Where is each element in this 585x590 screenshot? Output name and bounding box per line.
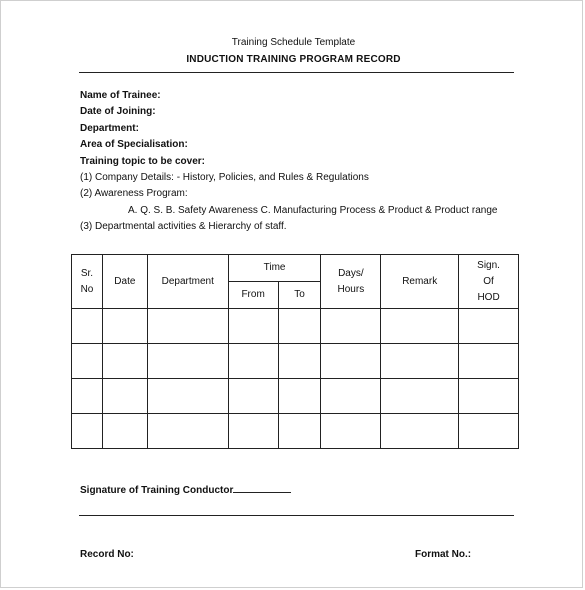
table-cell[interactable] <box>381 414 459 449</box>
table-cell[interactable] <box>147 379 228 414</box>
header-sr-no: Sr. No <box>72 255 103 309</box>
table-cell[interactable] <box>228 344 278 379</box>
template-title: Training Schedule Template <box>231 37 356 48</box>
record-no-label: Record No: <box>80 549 134 560</box>
table-cell[interactable] <box>102 309 147 344</box>
area-of-specialisation-label: Area of Specialisation: <box>80 139 188 151</box>
header-time-from: From <box>228 282 278 309</box>
table-cell[interactable] <box>228 379 278 414</box>
topic-item: (3) Departmental activities & Hierarchy of staff. <box>80 221 287 233</box>
training-topic-label: Training topic to be cover: <box>80 155 206 167</box>
table-cell[interactable] <box>72 309 103 344</box>
table-cell[interactable] <box>321 414 381 449</box>
table-cell[interactable] <box>72 379 103 414</box>
format-no-label: Format No.: <box>415 549 472 560</box>
header-date: Date <box>102 255 147 309</box>
name-of-trainee-label: Name of Trainee: <box>80 90 161 101</box>
table-cell[interactable] <box>278 309 321 344</box>
table-cell[interactable] <box>102 344 147 379</box>
table-row <box>72 379 519 414</box>
table-cell[interactable] <box>72 344 103 379</box>
table-cell[interactable] <box>381 379 459 414</box>
table-cell[interactable] <box>147 414 228 449</box>
signature-label: Signature of Training Conductor <box>80 485 234 496</box>
table-cell[interactable] <box>381 344 459 379</box>
table-cell[interactable] <box>459 379 519 414</box>
top-divider <box>79 72 514 73</box>
signature-line[interactable] <box>233 483 291 493</box>
table-row <box>72 414 519 449</box>
table-cell[interactable] <box>381 309 459 344</box>
training-record-table <box>71 254 519 449</box>
header-days-hours: Days/ Hours <box>321 255 381 309</box>
date-of-joining-label: Date of Joining: <box>80 106 156 118</box>
header-time-to: To <box>278 282 321 309</box>
topic-subitem: A. Q. S. B. Safety Awareness C. Manufacturing Process & Product & Product range <box>128 204 498 216</box>
topic-item: (2) Awareness Program: <box>80 188 188 200</box>
footer-divider <box>79 515 514 516</box>
header-remark: Remark <box>381 255 459 309</box>
table-cell[interactable] <box>459 414 519 449</box>
table-cell[interactable] <box>321 309 381 344</box>
header-department: Department <box>147 255 228 309</box>
record-title: INDUCTION TRAINING PROGRAM RECORD <box>186 54 401 65</box>
table-cell[interactable] <box>459 309 519 344</box>
table-row <box>72 309 519 344</box>
signature-of-training-conductor <box>80 483 291 496</box>
table-cell[interactable] <box>321 379 381 414</box>
table-cell[interactable] <box>321 344 381 379</box>
table-cell[interactable] <box>102 379 147 414</box>
table-cell[interactable] <box>147 344 228 379</box>
trainee-fields <box>80 88 497 236</box>
table-cell[interactable] <box>228 414 278 449</box>
topic-item: (1) Company Details: - History, Policies, and Rules & Regulations <box>80 171 369 183</box>
header-time: Time <box>228 255 321 282</box>
table-cell[interactable] <box>278 414 321 449</box>
table-row <box>72 344 519 379</box>
table-cell[interactable] <box>278 344 321 379</box>
table-cell[interactable] <box>459 344 519 379</box>
table-cell[interactable] <box>147 309 228 344</box>
department-label: Department: <box>80 122 139 134</box>
table-cell[interactable] <box>72 414 103 449</box>
table-cell[interactable] <box>278 379 321 414</box>
table-cell[interactable] <box>228 309 278 344</box>
table-cell[interactable] <box>102 414 147 449</box>
header-sign-of-hod: Sign. Of HOD <box>459 255 519 309</box>
